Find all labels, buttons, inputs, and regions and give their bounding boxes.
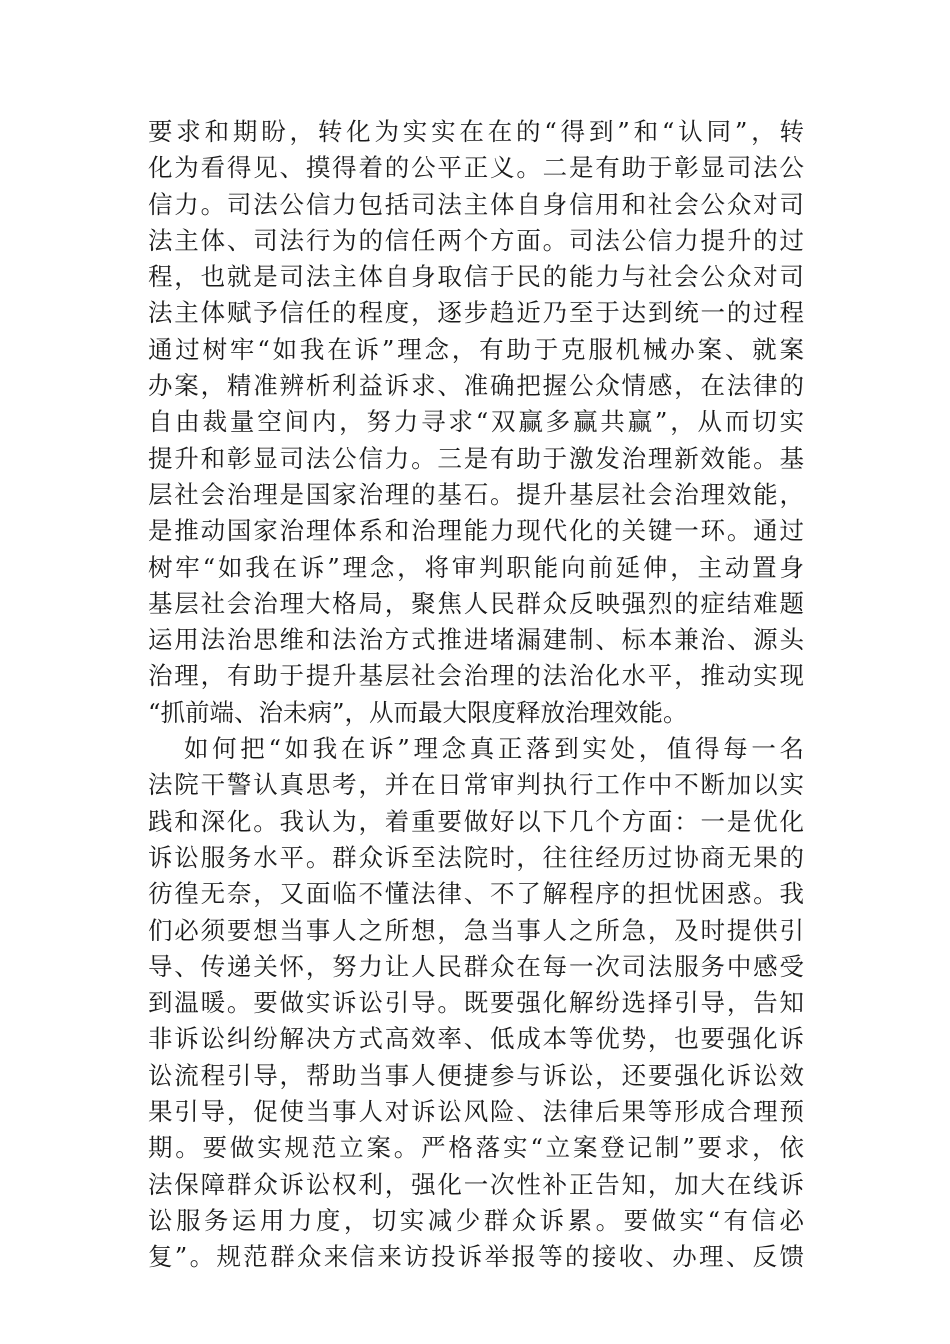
text-line: 法保障群众诉讼权利，强化一次性补正告知，加大在线诉 [148,1169,804,1199]
text-line: 办案，精准辨析利益诉求、准确把握公众情感，在法律的 [148,371,804,401]
text-line: 法主体赋予信任的程度，逐步趋近乃至于达到统一的过程 [148,298,804,328]
text-line: 导、传递关怀，努力让人民群众在每一次司法服务中感受 [148,951,804,981]
text-line: 提升和彰显司法公信力。三是有助于激发治理新效能。基 [148,443,804,473]
text-line: 自由裁量空间内，努力寻求“双赢多赢共赢”，从而切实 [148,407,804,437]
paragraph-end-line: “抓前端、治未病”，从而最大限度释放治理效能。 [148,697,688,727]
text-line: 运用法治思维和法治方式推进堵漏建制、标本兼治、源头 [148,625,804,655]
text-line: 法院干警认真思考，并在日常审判执行工作中不断加以实 [148,770,804,800]
text-line: 层社会治理是国家治理的基石。提升基层社会治理效能， [148,479,804,509]
text-line: 程，也就是司法主体自身取信于民的能力与社会公众对司 [148,262,804,292]
text-line: 通过树牢“如我在诉”理念，有助于克服机械办案、就案 [148,334,804,364]
text-line: 诉讼服务水平。群众诉至法院时，往往经历过协商无果的 [148,842,804,872]
text-line: 化为看得见、摸得着的公平正义。二是有助于彰显司法公 [148,153,804,183]
text-line: 果引导，促使当事人对诉讼风险、法律后果等形成合理预 [148,1097,804,1127]
paragraph-first-line: 如何把“如我在诉”理念真正落到实处，值得每一名 [184,734,804,764]
text-line: 彷徨无奈，又面临不懂法律、不了解程序的担忧困惑。我 [148,879,804,909]
text-line: 践和深化。我认为，着重要做好以下几个方面：一是优化 [148,806,804,836]
text-line: 是推动国家治理体系和治理能力现代化的关键一环。通过 [148,516,804,546]
text-line: 讼服务运用力度，切实减少群众诉累。要做实“有信必 [148,1205,804,1235]
text-line: 到温暖。要做实诉讼引导。既要强化解纷选择引导，告知 [148,988,804,1018]
text-line: 治理，有助于提升基层社会治理的法治化水平，推动实现 [148,661,804,691]
text-line: 期。要做实规范立案。严格落实“立案登记制”要求，依 [148,1133,804,1163]
text-line: 树牢“如我在诉”理念，将审判职能向前延伸，主动置身 [148,552,804,582]
text-line: 信力。司法公信力包括司法主体自身信用和社会公众对司 [148,189,804,219]
text-line: 非诉讼纠纷解决方式高效率、低成本等优势，也要强化诉 [148,1024,804,1054]
text-line: 法主体、司法行为的信任两个方面。司法公信力提升的过 [148,225,804,255]
body-text [148,114,804,1276]
text-line: 讼流程引导，帮助当事人便捷参与诉讼，还要强化诉讼效 [148,1060,804,1090]
text-line: 复”。规范群众来信来访投诉举报等的接收、办理、反馈 [148,1242,804,1272]
text-line: 们必须要想当事人之所想，急当事人之所急，及时提供引 [148,915,804,945]
text-line: 要求和期盼，转化为实实在在的“得到”和“认同”，转 [148,117,804,146]
text-line: 基层社会治理大格局，聚焦人民群众反映强烈的症结难题 [148,588,804,618]
